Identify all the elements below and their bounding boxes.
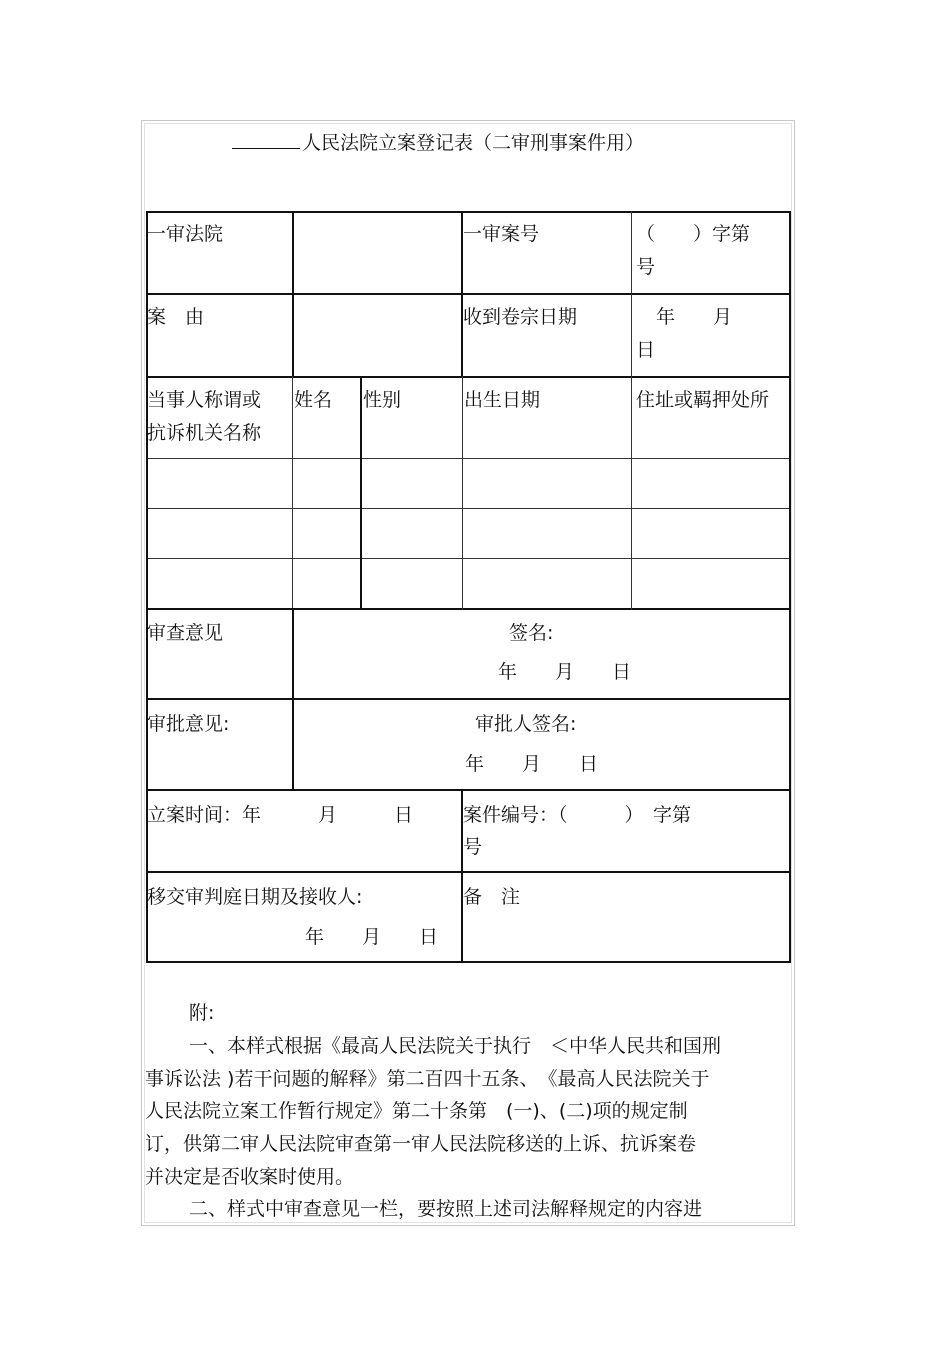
approval-opinion-label: 审批意见:	[147, 713, 230, 735]
filing-time-label: 立案时间：年 月 日	[147, 804, 414, 826]
notes-line: 人民法院立案工作暂行规定》第二十条第 (一)、(二)项的规定制	[145, 1100, 688, 1122]
form-title	[232, 128, 644, 155]
table-line	[146, 558, 790, 559]
review-date: 年 月 日	[498, 661, 632, 683]
name-column-header: 姓名	[294, 389, 333, 411]
table-line	[360, 376, 362, 610]
first-case-no-format-suffix: 号	[636, 256, 656, 278]
table-line	[789, 211, 791, 963]
table-line	[631, 376, 632, 610]
birth-date-column-header: 出生日期	[464, 389, 541, 411]
address-column-header: 住址或羁押处所	[636, 389, 770, 411]
table-line	[146, 608, 790, 610]
gender-column-header: 性别	[363, 389, 402, 411]
receive-date-day: 日	[636, 339, 656, 361]
case-number-suffix: 号	[463, 836, 483, 858]
table-line	[292, 608, 294, 790]
approval-date: 年 月 日	[465, 753, 599, 775]
party-label-line1: 当事人称谓或	[147, 389, 262, 411]
notes-line: 订，供第二审人民法院审查第一审人民法院移送的上诉、抗诉案卷	[145, 1133, 697, 1155]
transfer-label: 移交审判庭日期及接收人:	[147, 886, 363, 908]
notes-heading: 附:	[189, 1002, 215, 1024]
first-court-label: 一审法院	[147, 223, 224, 245]
form-title-text: 人民法院立案登记表（二审刑事案件用）	[302, 132, 645, 154]
remarks-label: 备 注	[463, 886, 521, 908]
notes-line: 一、本样式根据《最高人民法院关于执行 ＜中华人民共和国刑	[189, 1035, 722, 1057]
table-line	[146, 871, 790, 873]
first-case-no-label: 一审案号	[463, 223, 540, 245]
cause-label: 案 由	[147, 306, 205, 328]
table-line	[631, 211, 632, 377]
notes-line: 事诉讼法 )若干问题的解释》第二百四十五条、 《最高人民法院关于	[145, 1068, 710, 1090]
table-line	[146, 458, 790, 459]
table-line	[292, 376, 293, 610]
table-line	[146, 698, 790, 700]
transfer-date: 年 月 日	[305, 926, 439, 948]
receive-date-label: 收到卷宗日期	[463, 306, 578, 328]
first-case-no-format: （ ）字第	[636, 223, 751, 245]
table-line	[146, 789, 790, 791]
review-opinion-label: 审查意见	[147, 622, 224, 644]
review-signature-label: 签名:	[509, 622, 554, 644]
table-line	[292, 211, 294, 377]
notes-line: 并决定是否收案时使用。	[145, 1166, 355, 1188]
court-name-blank	[232, 130, 300, 149]
table-line	[146, 961, 790, 963]
table-line	[146, 376, 790, 378]
case-number-label: 案件编号：（ ） 字第	[463, 804, 692, 826]
table-line	[462, 376, 463, 610]
party-label-line2: 抗诉机关名称	[147, 422, 262, 444]
table-line	[146, 211, 790, 213]
table-line	[146, 293, 790, 295]
table-line	[146, 508, 790, 509]
approver-signature-label: 审批人签名:	[475, 713, 577, 735]
notes-line: 二、样式中审查意见一栏，要按照上述司法解释规定的内容进	[189, 1198, 703, 1220]
receive-date-ym: 年 月	[656, 306, 733, 328]
